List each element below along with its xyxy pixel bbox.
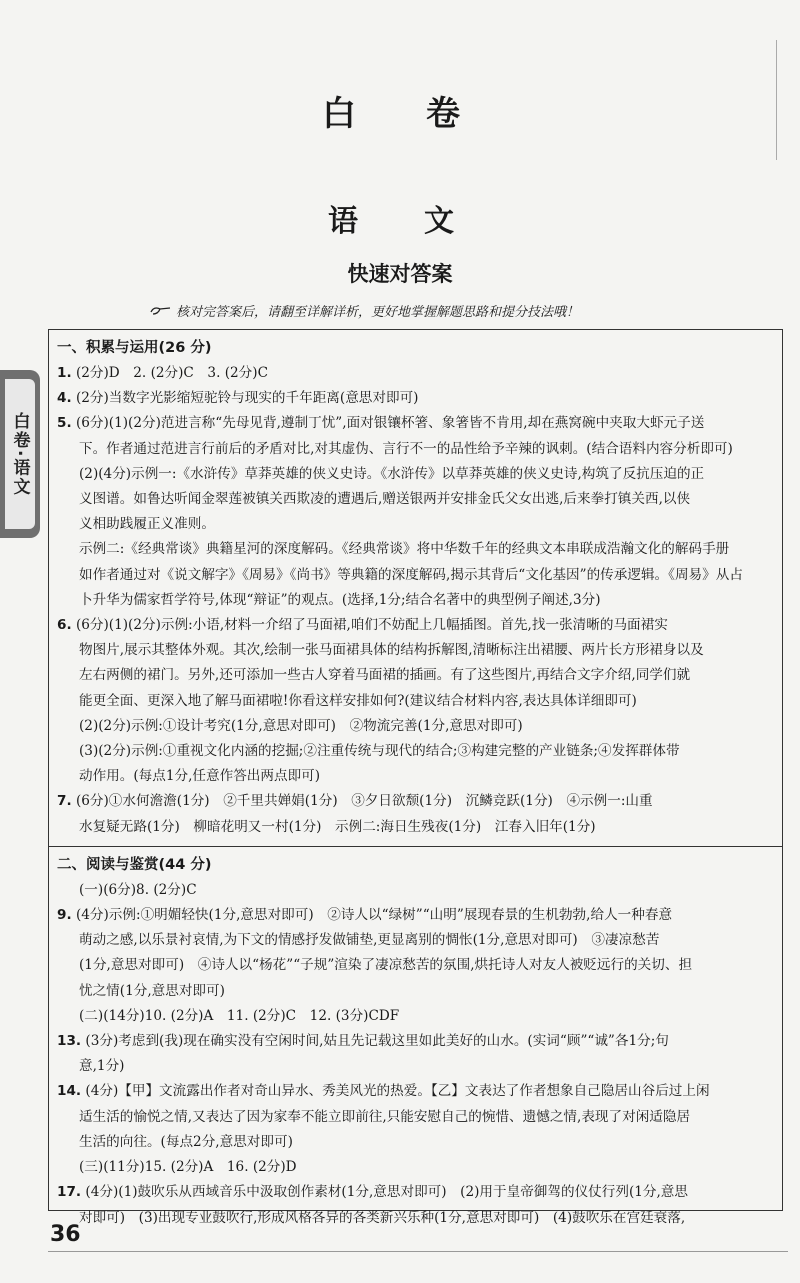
page-number: 36 xyxy=(50,1222,81,1247)
section-block xyxy=(49,330,782,846)
answer-line xyxy=(57,638,774,663)
answer-text: (4分)(1)鼓吹乐从西域音乐中汲取创作素材(1分,意思对即可) (2)用于皇帝御驾的仪仗行列(1分,意思 xyxy=(81,1184,688,1201)
answer-line xyxy=(57,1004,774,1029)
page-title: 白 卷 xyxy=(322,94,478,134)
answer-text: (3)(2分)示例:①重视文化内涵的挖掘;②注重传统与现代的结合;③构建完整的产业链条;④发挥群体带 xyxy=(79,743,680,760)
answer-line xyxy=(57,714,774,739)
question-number: 6. xyxy=(57,617,72,634)
answer-line xyxy=(57,878,774,903)
pointing-hand-icon xyxy=(150,304,172,320)
answer-line xyxy=(57,1105,774,1130)
answer-line xyxy=(57,588,774,613)
answer-line xyxy=(57,512,774,537)
answer-text: (4分)示例:①明媚轻快(1分,意思对即可) ②诗人以“绿树”“山明”展现春景的生机勃勃,给人一种春意 xyxy=(71,907,673,924)
answer-text: 左右两侧的裙门。另外,还可添加一些古人穿着马面裙的插画。有了这些图片,再结合文字介绍,同学们就 xyxy=(79,667,691,684)
answer-text: 动作用。(每点1分,任意作答出两点即可) xyxy=(79,768,321,785)
hint-text: 核对完答案后，请翻至详解详析，更好地掌握解题思路和提分技法哦！ xyxy=(176,305,580,320)
section-lines xyxy=(57,878,774,1231)
answer-text: (2)(4分)示例一:《水浒传》草莽英雄的侠义史诗。《水浒传》以草莽英雄的侠义史诗,构筑了反抗压迫的正 xyxy=(79,465,705,482)
answer-text: 对即可) (3)出现专业鼓吹行,形成风格各异的各类新兴乐种(1分,意思对即可) (4)鼓吹乐在宫廷衰落, xyxy=(79,1209,686,1226)
answer-line xyxy=(57,1130,774,1155)
answer-line xyxy=(57,903,774,928)
answer-line xyxy=(57,613,774,638)
section-lines xyxy=(57,361,774,840)
side-tab-inner xyxy=(5,379,35,529)
question-number: 14. xyxy=(57,1083,82,1100)
answer-line xyxy=(57,1079,774,1104)
side-tab-label: 白卷·语文 xyxy=(9,411,30,497)
answer-line xyxy=(57,815,774,840)
answer-text: (6分)(1)(2分)范进言称“先母见背,遵制丁忧”,面对银镶杯箸、象箸皆不肯用,却在燕窝碗中夹取大虾元子送 xyxy=(71,415,705,432)
question-number: 4. xyxy=(57,390,72,407)
answer-line xyxy=(57,487,774,512)
answer-line xyxy=(57,663,774,688)
answer-line xyxy=(57,386,774,411)
answer-text: (2分)D 2. (2分)C 3. (2分)C xyxy=(71,365,268,381)
answer-text: (1分,意思对即可) ④诗人以“杨花”“子规”渲染了凄凉愁苦的氛围,烘托诗人对友人被贬远行的关切、担 xyxy=(79,957,693,974)
subject-title: 语 文 xyxy=(328,204,472,239)
answer-line xyxy=(57,411,774,436)
answer-text: (二)(14分)10. (2分)A 11. (2分)C 12. (3分)CDF xyxy=(79,1007,400,1024)
answer-line xyxy=(57,764,774,789)
answer-text: 下。作者通过范进言行前后的矛盾对比,对其虚伪、言行不一的品性给予辛辣的讽刺。(结合语料内容分析即可) xyxy=(79,440,733,457)
side-tab xyxy=(0,370,40,538)
answer-text: 水复疑无路(1分) 柳暗花明又一村(1分) 示例二:海日生残夜(1分) 江春入旧年(1分) xyxy=(79,818,596,835)
answer-text: (三)(11分)15. (2分)A 16. (2分)D xyxy=(79,1159,297,1176)
answer-line xyxy=(57,1180,774,1205)
answer-text: 能更全面、更深入地了解马面裙啦!你看这样安排如何?(建议结合材料内容,表达具体详细即可) xyxy=(79,692,637,709)
answer-text: 义图谱。如鲁达听闻金翠莲被镇关西欺凌的遭遇后,赠送银两并安排金氏父女出逃,后来拳打镇关西,以侠 xyxy=(79,491,691,508)
answer-text: (6分)(1)(2分)示例:小语,材料一介绍了马面裙,咱们不妨配上几幅插图。首先,找一张清晰的马面裙实 xyxy=(71,617,668,634)
bottom-rule xyxy=(48,1251,788,1252)
answer-text: (6分)①水何澹澹(1分) ②千里共婵娟(1分) ③夕日欲颓(1分) 沉鳞竞跃(1分) ④示例一:山重 xyxy=(71,793,653,810)
answer-line xyxy=(57,1206,774,1231)
answer-text: (3分)考虑到(我)现在确实没有空闲时间,姑且先记载这里如此美好的山水。(实词“顾”“诚”各1分;句 xyxy=(81,1033,669,1050)
section-block xyxy=(49,846,782,1237)
question-number: 9. xyxy=(57,907,72,924)
answer-text: 如作者通过对《说文解字》《周易》《尚书》等典籍的深度解码,揭示其背后“文化基因”的传承逻辑。《周易》从占 xyxy=(79,566,743,583)
question-number: 13. xyxy=(57,1033,82,1050)
question-number: 1. xyxy=(57,365,72,381)
answer-box xyxy=(48,329,783,1226)
answer-text: 生活的向往。(每点2分,意思对即可) xyxy=(79,1133,293,1150)
answer-line xyxy=(57,1029,774,1054)
answer-line xyxy=(57,979,774,1004)
answer-line xyxy=(57,789,774,814)
answer-text: 义相助践履正义准则。 xyxy=(79,516,215,533)
answer-text: 物图片,展示其整体外观。其次,绘制一张马面裙具体的结构拆解图,清晰标注出裙腰、两片长方形裙身以及 xyxy=(79,642,704,659)
answer-line xyxy=(57,928,774,953)
section-title: 二、阅读与鉴赏(44 分) xyxy=(57,856,212,873)
hint-line xyxy=(150,301,790,320)
answer-text: (2分)当数字光影缩短驼铃与现实的千年距离(意思对即可) xyxy=(71,390,419,407)
answer-line xyxy=(57,1054,774,1079)
answer-line xyxy=(57,437,774,462)
answer-line xyxy=(57,953,774,978)
answer-line xyxy=(57,1155,774,1180)
question-number: 7. xyxy=(57,793,72,810)
answer-text: (4分)【甲】文流露出作者对奇山异水、秀美风光的热爱。【乙】文表达了作者想象自己隐居山谷后过上闲 xyxy=(81,1083,710,1100)
answer-text: (一)(6分)8. (2分)C xyxy=(79,881,197,898)
answer-line xyxy=(57,563,774,588)
answer-line xyxy=(57,689,774,714)
answer-text: 卜升华为儒家哲学符号,体现“辩证”的观点。(选择,1分;结合名著中的典型例子阐述,3分) xyxy=(79,591,601,608)
answer-line xyxy=(57,739,774,764)
quick-answers-heading: 快速对答案 xyxy=(347,262,453,286)
question-number: 17. xyxy=(57,1184,82,1201)
answer-line xyxy=(57,462,774,487)
answer-text: 萌动之感,以乐景衬哀情,为下文的情感抒发做铺垫,更显离别的惆怅(1分,意思对即可) ③凄凉愁苦 xyxy=(79,932,660,949)
answer-line xyxy=(57,361,774,386)
answer-text: (2)(2分)示例:①设计考究(1分,意思对即可) ②物流完善(1分,意思对即可) xyxy=(79,717,523,734)
answer-line xyxy=(57,537,774,562)
answer-text: 忧之情(1分,意思对即可) xyxy=(79,982,225,999)
answer-text: 意,1分) xyxy=(79,1058,125,1075)
section-title: 一、积累与运用(26 分) xyxy=(57,340,212,356)
answer-text: 适生活的愉悦之情,又表达了因为家奉不能立即前往,只能安慰自己的惋惜、遗憾之情,表现了对闲适隐居 xyxy=(79,1108,691,1125)
answer-text: 示例二:《经典常谈》典籍星河的深度解码。《经典常谈》将中华数千年的经典文本串联成浩瀚文化的解码手册 xyxy=(79,541,730,558)
question-number: 5. xyxy=(57,415,72,432)
